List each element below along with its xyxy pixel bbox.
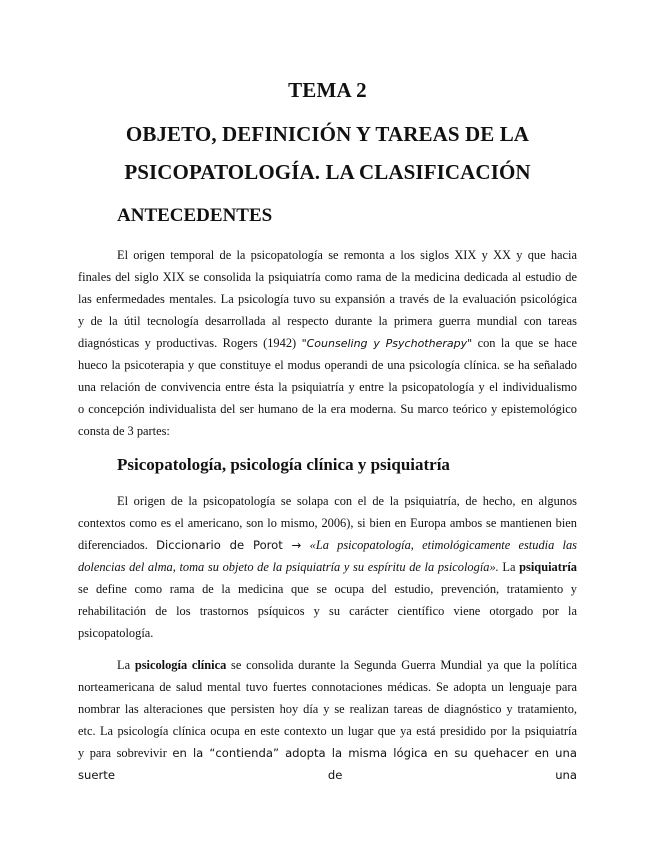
text-run: diagnósticas y productivas. Rogers (1942)	[78, 336, 302, 350]
text-line: norteamericana de salud mental tuvo fuertes connotaciones médicas. Se adopta un lenguaje para	[78, 680, 577, 694]
text-line: las enfermedades mentales. La psicología tuvo su expansión a través de la evaluación psicológica	[78, 292, 577, 306]
text-line: y de la útil tecnología desarrollada al respecto durante la primera guerra mundial con tareas	[78, 314, 577, 328]
chapter-number: TEMA 2	[288, 78, 367, 102]
text-line: El origen de la psicopatología se solapa con el de la psiquiatría, de hecho, en algunos	[117, 494, 577, 508]
text-line: nombrar las alteraciones que persisten hoy día y se realizan tareas de diagnóstico y tratamiento,	[78, 702, 577, 716]
bold-term: psiquiatría	[519, 560, 577, 574]
text-run: con la que se hace	[477, 336, 577, 350]
reference-name: Diccionario de Porot →	[156, 538, 302, 552]
section-heading-psicopatologia: Psicopatología, psicología clínica y psiquiatría	[117, 455, 450, 474]
paragraph-psicologia-clinica	[78, 654, 577, 782]
paragraph-psicopatologia	[78, 490, 577, 644]
text-run: y para sobrevivir	[78, 746, 173, 760]
text-line: etc. La psicología clínica ocupa en este contexto un lugar que ya está presidido por la psiquiatría	[78, 724, 577, 738]
text-line: finales del siglo XIX se consolida la psiquiatría como rama de la medicina dedicada al estudio de	[78, 270, 577, 284]
text-line	[78, 534, 577, 556]
text-line	[78, 556, 577, 578]
text-line	[78, 654, 577, 676]
text-line: o concepción individualista del ser humano de la era moderna. Su marco teórico y epistemológico	[78, 402, 577, 416]
text-line: hueco la psicoterapia y que constituye el modus operandi de una psicología clínica. se ha señalado	[78, 358, 577, 372]
paragraph-antecedentes	[78, 244, 577, 442]
bold-term: psicología clínica	[134, 658, 227, 672]
text-line: contextos como es el americano, son lo mismo, 2006), si bien en Europa ambos se mantienen bien	[78, 516, 577, 530]
text-run: La	[117, 658, 135, 672]
section-heading-antecedentes: ANTECEDENTES	[117, 205, 273, 226]
text-line: se define como rama de la medicina que se ocupa del estudio, prevención, tratamiento y	[78, 582, 577, 596]
text-line: consta de 3 partes:	[78, 424, 170, 438]
text-run: diferenciados.	[78, 538, 157, 552]
text-run: La	[502, 560, 520, 574]
quote-text: dolencias del alma, toma su objeto de la psiquiatría y su espíritu de la psicología».	[78, 560, 499, 574]
quote-text: «La psicopatología, etimológicamente estudia las	[309, 538, 577, 552]
chapter-title-line-1: OBJETO, DEFINICIÓN Y TAREAS DE LA	[125, 122, 530, 146]
text-line: rehabilitación de los trastornos psíquicos y su carácter científico viene otorgado por la	[78, 604, 577, 618]
text-run-sans: en la “contienda” adopta la misma lógica en su quehacer en una suerte de una	[78, 746, 577, 782]
text-line: psicopatología.	[78, 626, 154, 640]
text-line: El origen temporal de la psicopatología se remonta a los siglos XIX y XX y que hacia	[117, 248, 577, 262]
text-line: una relación de convivencia entre ésta la psiquiatría y entre la psicopatología y el individualismo	[78, 380, 577, 394]
text-run: se consolida durante la Segunda Guerra Mundial ya que la política	[231, 658, 577, 672]
text-line	[78, 742, 577, 782]
book-title: "Counseling y Psychotherapy"	[301, 337, 473, 350]
chapter-title-line-2: PSICOPATOLOGÍA. LA CLASIFICACIÓN	[124, 160, 531, 184]
text-line	[78, 332, 577, 354]
